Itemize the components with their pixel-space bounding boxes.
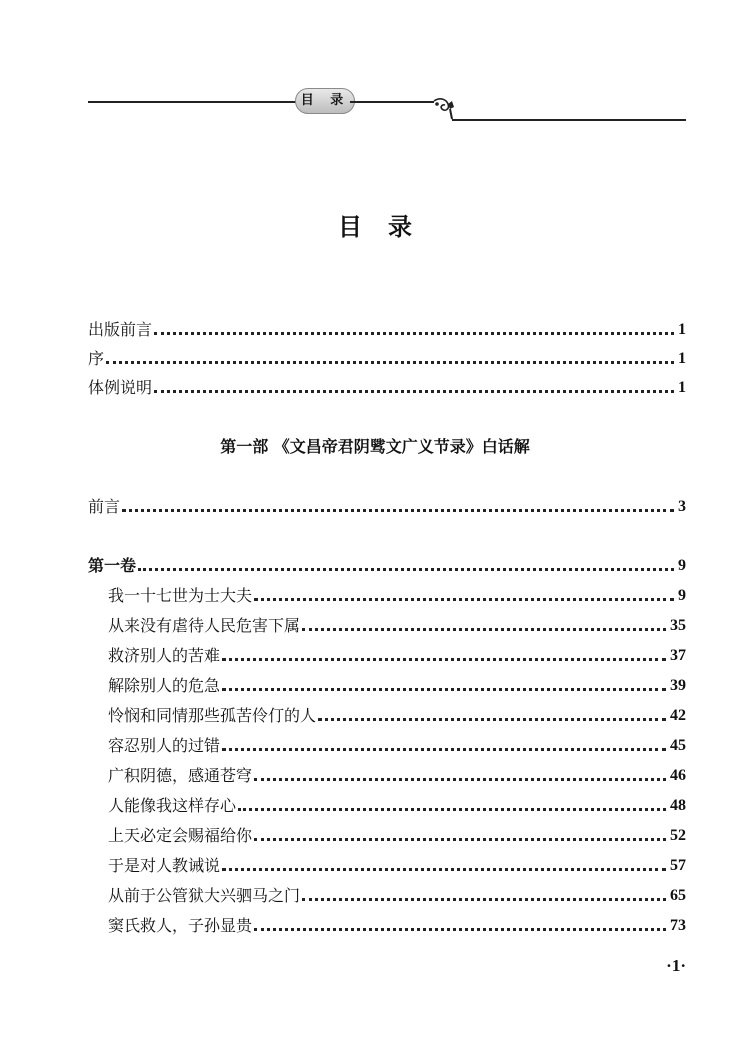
part-heading: 第一部 《文昌帝君阴骘文广义节录》白话解 <box>220 437 530 456</box>
toc-subentry[interactable] <box>108 760 686 786</box>
dot-leader <box>238 808 666 811</box>
dot-leader <box>254 838 666 841</box>
dot-leader <box>122 509 674 512</box>
toc-entry-label: 于是对人教诫说 <box>108 856 221 875</box>
running-title: 目 录 <box>295 88 355 114</box>
toc-entry-page: 46 <box>670 767 686 784</box>
toc-entry-page: 52 <box>670 827 686 844</box>
toc-entry-label: 序 <box>88 349 105 368</box>
toc-subentry[interactable] <box>108 700 686 726</box>
toc-entry-page: 1 <box>678 321 686 338</box>
toc-entry-page: 65 <box>670 887 686 904</box>
page-number: ·1· <box>666 956 686 975</box>
toc-entry-page: 57 <box>670 857 686 874</box>
header-rule-middle <box>350 101 434 103</box>
toc-entry-page: 35 <box>670 617 686 634</box>
toc-entry-label: 第一卷 <box>88 556 137 575</box>
toc-subentry[interactable] <box>108 790 686 816</box>
toc-subentry[interactable] <box>108 820 686 846</box>
toc-subentry[interactable] <box>108 730 686 756</box>
dot-leader <box>222 658 666 661</box>
toc-entry-preface[interactable] <box>88 491 686 517</box>
dot-leader <box>302 898 666 901</box>
toc-entry-page: 45 <box>670 737 686 754</box>
dot-leader <box>222 868 666 871</box>
dot-leader <box>154 332 674 335</box>
toc-entry-label: 出版前言 <box>88 320 153 339</box>
dot-leader <box>222 688 666 691</box>
toc-entry-page: 48 <box>670 797 686 814</box>
toc-subentry[interactable] <box>108 670 686 696</box>
dot-leader <box>106 361 674 364</box>
toc-entry-publisher-preface[interactable] <box>88 314 686 340</box>
toc-entry-label: 从前于公管狱大兴驷马之门 <box>108 886 301 905</box>
toc-entry-label: 体例说明 <box>88 378 153 397</box>
toc-entry-label: 救济别人的苦难 <box>108 646 221 665</box>
toc-entry-volume-one[interactable] <box>88 550 686 576</box>
toc-entry-label: 广积阴德，感通苍穹 <box>108 766 253 785</box>
toc-entry-label: 上天必定会赐福给你 <box>108 826 253 845</box>
running-header <box>0 0 750 140</box>
toc-entry-label: 人能像我这样存心 <box>108 796 237 815</box>
toc-entry-page: 1 <box>678 350 686 367</box>
toc-entry-page: 9 <box>678 557 686 574</box>
dot-leader <box>138 568 674 571</box>
dot-leader <box>222 748 666 751</box>
toc-entry-label: 前言 <box>88 497 121 516</box>
toc-entry-label: 窦氏救人，子孙显贵 <box>108 916 253 935</box>
toc-entry-page: 39 <box>670 677 686 694</box>
toc-entry-label: 怜悯和同情那些孤苦伶仃的人 <box>108 706 317 725</box>
toc-entry-page: 9 <box>678 587 686 604</box>
toc-subentry[interactable] <box>108 850 686 876</box>
toc-entry-page: 1 <box>678 379 686 396</box>
toc-entry-label: 我一十七世为士大夫 <box>108 586 253 605</box>
toc-entry-foreword[interactable] <box>88 343 686 369</box>
dot-leader <box>254 928 666 931</box>
dot-leader <box>318 718 666 721</box>
toc-entry-page: 37 <box>670 647 686 664</box>
dot-leader <box>254 598 674 601</box>
toc-subentry[interactable] <box>108 640 686 666</box>
dot-leader <box>154 390 674 393</box>
toc-entry-label: 从来没有虐待人民危害下属 <box>108 616 301 635</box>
toc-entry-page: 3 <box>678 498 686 515</box>
toc-subentry[interactable] <box>108 880 686 906</box>
header-rule-left <box>88 101 300 103</box>
toc-entry-label: 解除别人的危急 <box>108 676 221 695</box>
page-title: 目录 <box>338 213 438 241</box>
dot-leader <box>302 628 666 631</box>
header-rule-right <box>452 119 686 121</box>
toc-entry-style-notes[interactable] <box>88 372 686 398</box>
dot-leader <box>254 778 666 781</box>
toc-subentry[interactable] <box>108 910 686 936</box>
toc-entry-page: 73 <box>670 917 686 934</box>
toc-entry-page: 42 <box>670 707 686 724</box>
toc-subentry[interactable] <box>108 610 686 636</box>
toc-subentry[interactable] <box>108 580 686 606</box>
toc-entry-label: 容忍别人的过错 <box>108 736 221 755</box>
